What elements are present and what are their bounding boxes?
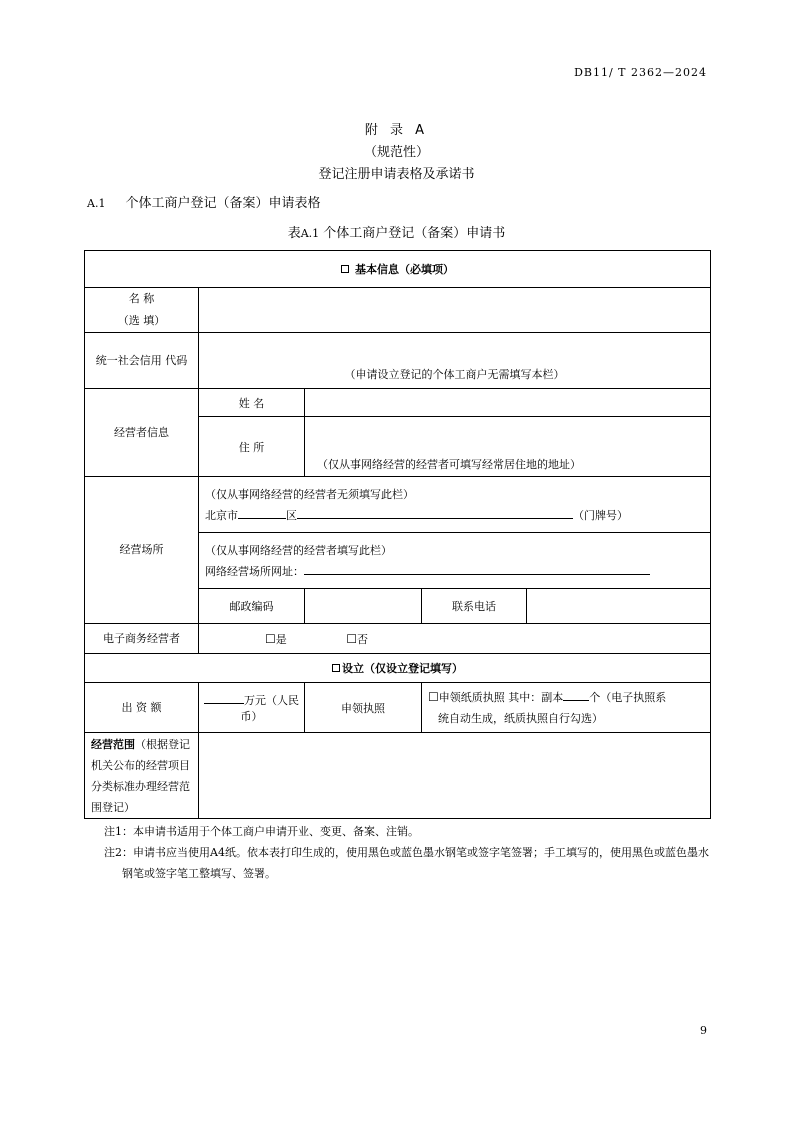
credit-code-label: 统一社会信用 代码 (85, 333, 199, 389)
setup-header: 设立（仅设立登记填写） (85, 654, 711, 683)
ecommerce-label: 电子商务经营者 (85, 624, 199, 654)
scope-label-cell (85, 733, 199, 819)
premises-house-no: （门牌号） (573, 508, 628, 522)
premises-address-line (205, 506, 704, 526)
note-2 (104, 842, 716, 884)
premises-online-cell[interactable] (199, 533, 711, 589)
name-label: 名 称 (128, 292, 155, 305)
name-label-cell (85, 288, 199, 333)
operator-address-note: （仅从事网络经营的经营者可填写经常居住地的地址） (317, 458, 581, 471)
operator-address-input-cell[interactable] (305, 417, 711, 477)
scope-input-cell[interactable] (199, 733, 711, 819)
section-heading (87, 192, 320, 211)
credit-code-input-cell[interactable] (199, 333, 711, 389)
capital-unit: 万元（人民币） (240, 693, 299, 723)
operator-name-input-cell[interactable] (305, 389, 711, 417)
capital-input-cell[interactable] (199, 683, 305, 733)
premises-online-note: （仅从事网络经营的经营者填写此栏） (205, 543, 392, 557)
notes-section (104, 821, 716, 884)
checkbox-icon (341, 265, 349, 273)
checkbox-icon[interactable]: ☐ (346, 631, 358, 646)
scope-label-note: （根据登记机关公布的经营项目分类标准办理经营范围登记） (91, 737, 190, 814)
capital-label: 出 资 额 (85, 683, 199, 733)
license-option-note: 统自动生成，纸质执照自行勾选） (438, 711, 603, 725)
table-caption-prefix: 表 (287, 226, 301, 241)
note-1 (104, 821, 716, 842)
note-2-label: 注2： (104, 846, 133, 859)
ecommerce-no-option[interactable]: ☐否 (346, 631, 369, 646)
basic-info-header: 基本信息（必填项） (85, 251, 711, 288)
appendix-type: （规范性） (363, 145, 429, 160)
postcode-input-cell[interactable] (305, 589, 422, 624)
ecommerce-yes-option[interactable]: ☐是 (265, 631, 287, 646)
note-1-text: 本申请书适用于个体工商户申请开业、变更、备案、注销。 (133, 825, 419, 838)
application-form-table (84, 250, 711, 819)
premises-label: 经营场所 (85, 477, 199, 624)
license-options-cell (422, 683, 711, 733)
copy-count-blank[interactable] (563, 690, 589, 701)
district-blank[interactable] (238, 508, 286, 519)
phone-input-cell[interactable] (527, 589, 711, 624)
license-label: 申领执照 (305, 683, 422, 733)
premises-url-label: 网络经营场所网址： (205, 564, 304, 578)
postcode-label: 邮政编码 (199, 589, 305, 624)
capital-blank[interactable] (204, 693, 244, 704)
scope-label: 经营范围 (91, 737, 135, 751)
premises-city: 北京市 (205, 508, 238, 522)
note-2-text: 申请书应当使用A4纸。依本表打印生成的，使用黑色或蓝色墨水钢笔或签字笔签署；手工填写的，使用黑色或蓝色墨水钢笔或签字笔工整填写、签署。 (122, 846, 709, 880)
section-number: A.1 (87, 197, 106, 210)
appendix-title: 附 录 A (364, 123, 429, 138)
name-optional-label: （选 填） (117, 314, 166, 327)
checkbox-icon (332, 664, 340, 672)
premises-url-line (205, 562, 704, 582)
checkbox-icon[interactable]: ☐ (428, 689, 439, 704)
appendix-subtitle: 登记注册申请表格及承诺书 (318, 167, 475, 182)
checkbox-icon[interactable]: ☐ (265, 631, 276, 646)
name-input-cell[interactable] (199, 288, 711, 333)
operator-name-label: 姓 名 (199, 389, 305, 417)
license-option-line: ☐申领纸质执照 其中：副本 个（电子执照系 (428, 689, 667, 704)
street-blank[interactable] (297, 508, 573, 519)
premises-district: 区 (286, 508, 297, 522)
phone-label: 联系电话 (422, 589, 527, 624)
table-caption (0, 222, 793, 241)
premises-offline-note: （仅从事网络经营的经营者无须填写此栏） (205, 487, 414, 501)
url-blank[interactable] (304, 564, 650, 575)
page-number: 9 (700, 1024, 707, 1037)
operator-info-label: 经营者信息 (85, 389, 199, 477)
table-caption-title: 个体工商户登记（备案）申请书 (319, 226, 506, 241)
note-1-label: 注1： (104, 825, 133, 838)
operator-address-label: 住 所 (199, 417, 305, 477)
document-id: DB11/ T 2362—2024 (574, 66, 707, 79)
credit-code-note: （申请设立登记的个体工商户无需填写本栏） (344, 368, 565, 381)
ecommerce-options-cell (199, 624, 711, 654)
section-title: 个体工商户登记（备案）申请表格 (125, 196, 321, 211)
premises-offline-cell[interactable] (199, 477, 711, 533)
table-caption-number: A.1 (300, 227, 320, 240)
